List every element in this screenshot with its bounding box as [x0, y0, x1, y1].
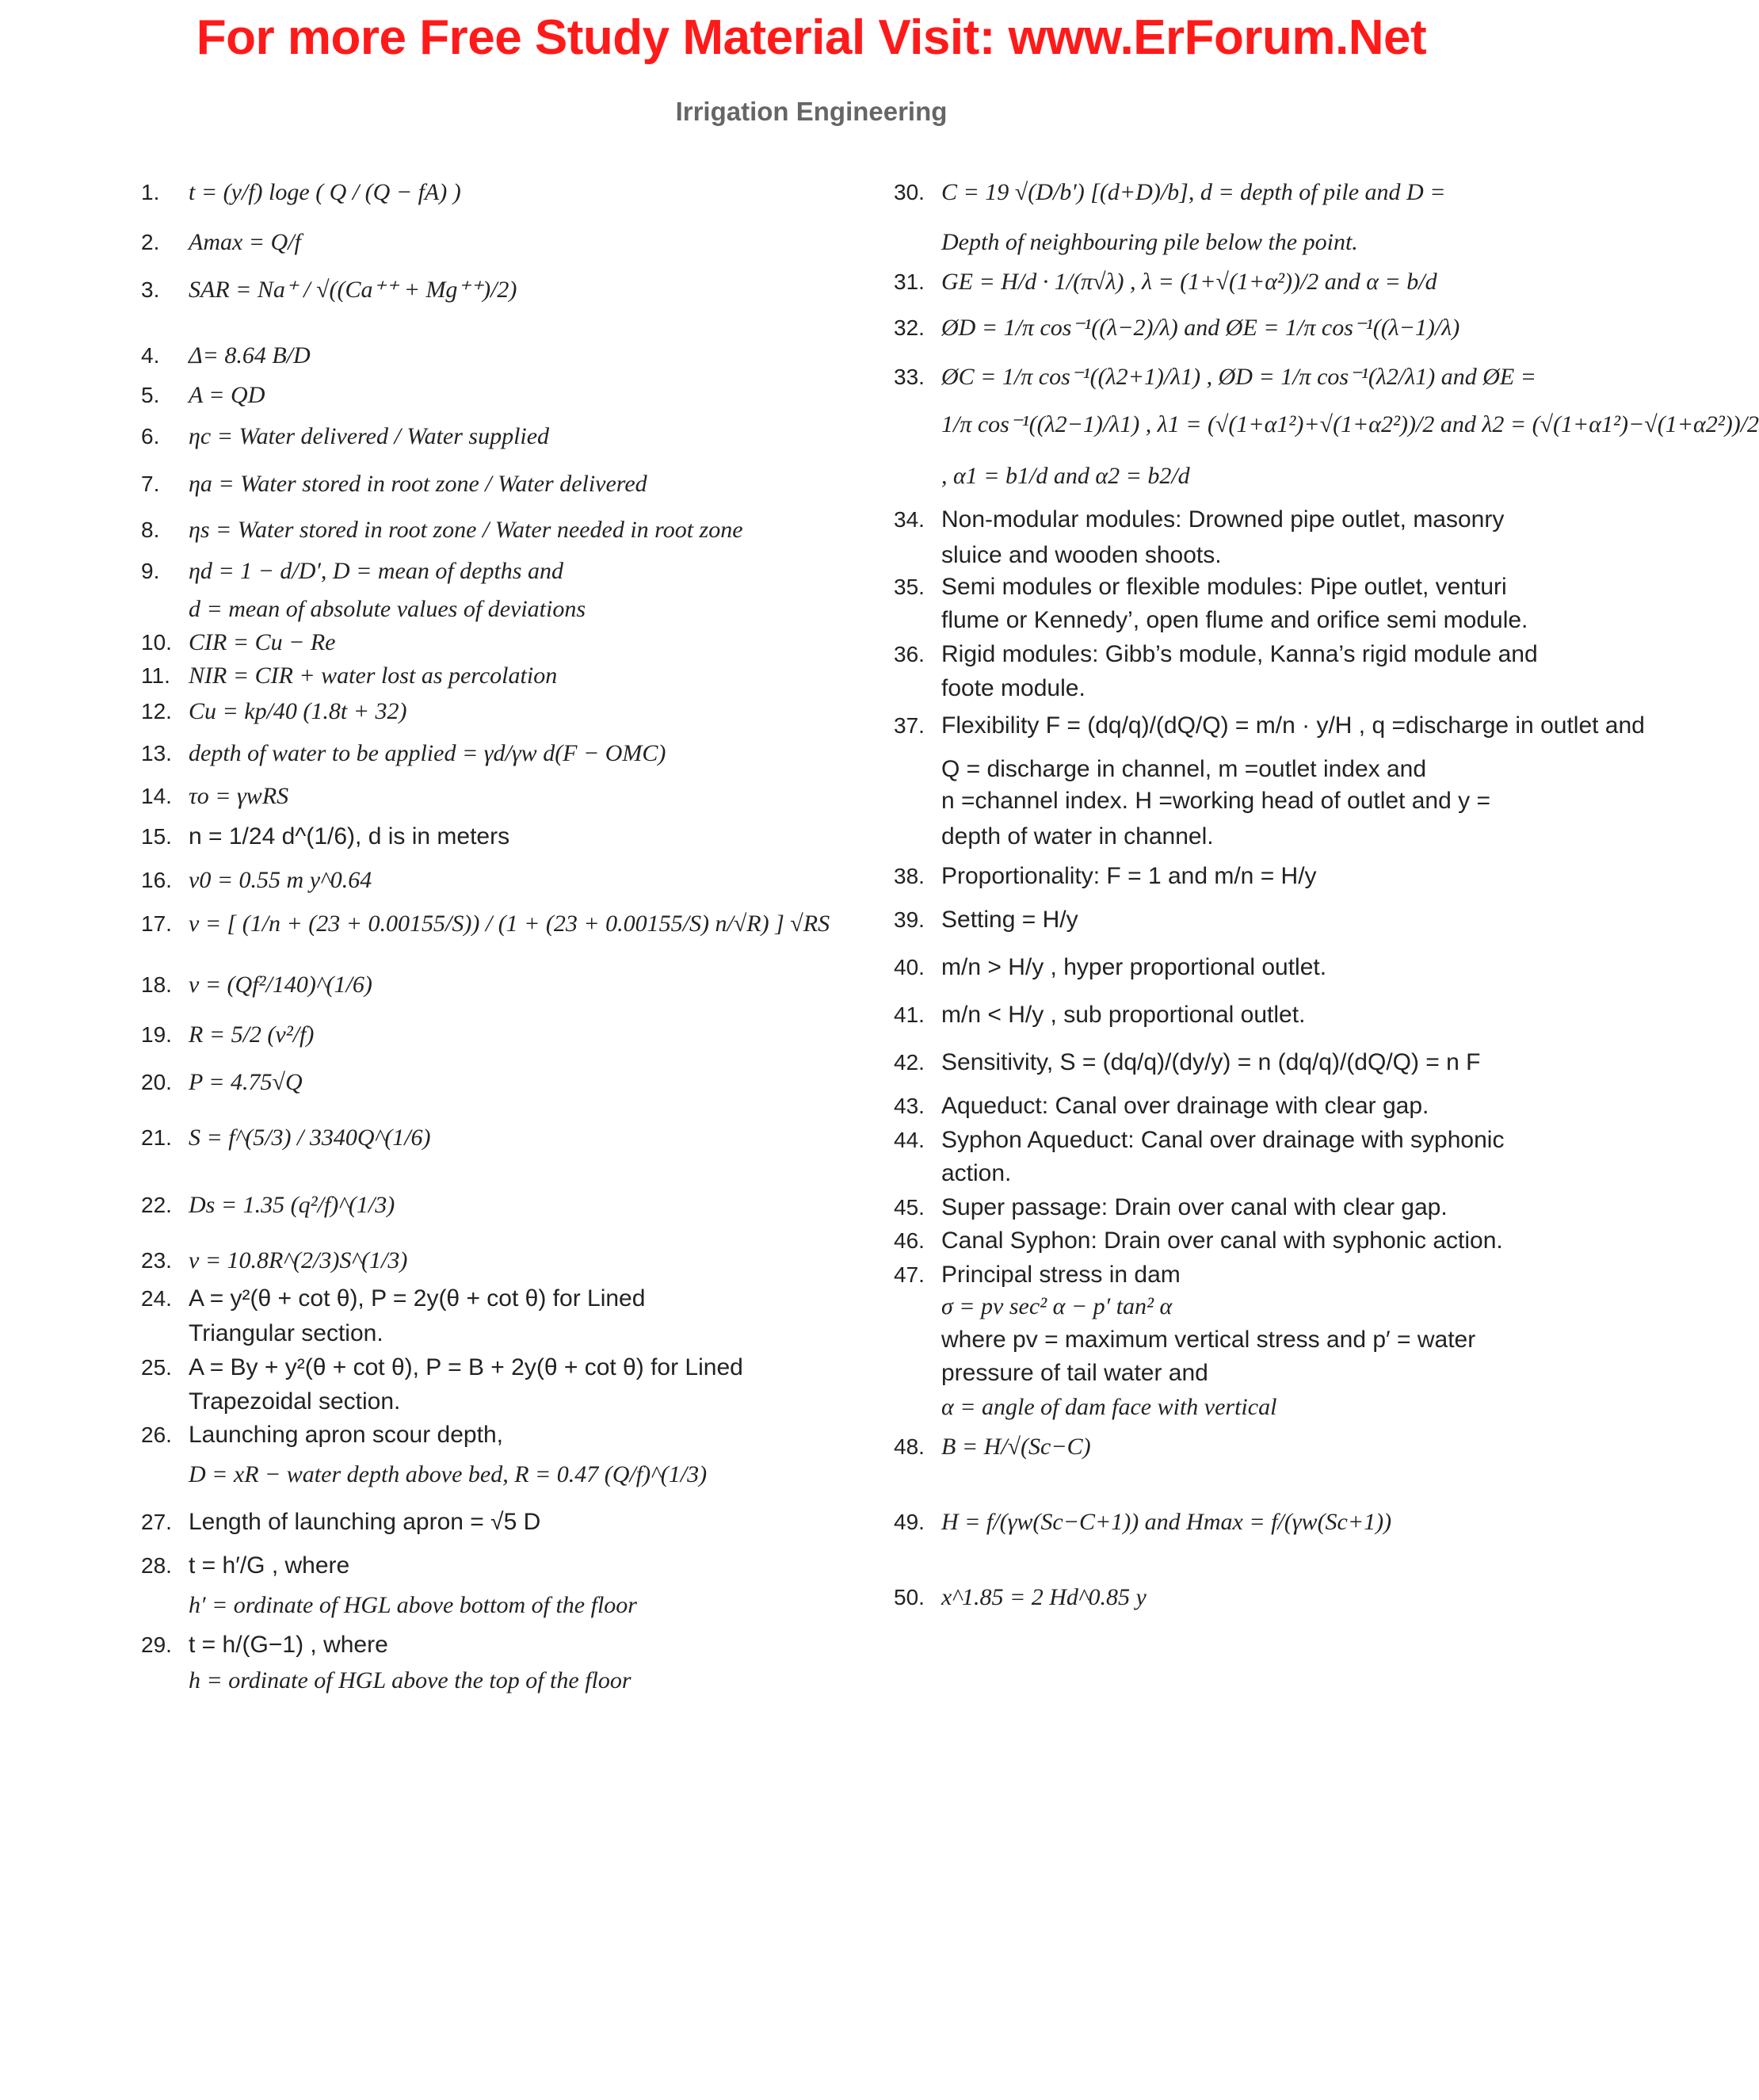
- formula-text: D = xR − water depth above bed, R = 0.47 (Q/f)^(1/3): [189, 1461, 708, 1487]
- formula-number: 25.: [141, 1355, 172, 1380]
- formula-number: 34.: [894, 507, 925, 532]
- formula-number: 28.: [141, 1553, 172, 1578]
- formula-number: 41.: [894, 1002, 925, 1027]
- formula-text: h′ = ordinate of HGL above bottom of the floor: [189, 1592, 637, 1618]
- formula-text: Canal Syphon: Drain over canal with syphonic action.: [941, 1228, 1503, 1254]
- formula-number: 18.: [141, 972, 172, 997]
- formula-number: 10.: [141, 630, 172, 655]
- formula-text: R = 5/2 (v²/f): [189, 1021, 315, 1048]
- formula-text: Setting = H/y: [941, 907, 1078, 933]
- formula-number: 16.: [141, 868, 172, 892]
- formula-number: 23.: [141, 1248, 172, 1273]
- formula-text: foote module.: [941, 675, 1086, 701]
- formula-number: 33.: [894, 365, 925, 389]
- formula-number: 27.: [141, 1510, 172, 1534]
- formula-text: SAR = Na⁺ / √((Ca⁺⁺ + Mg⁺⁺)/2): [189, 277, 517, 303]
- formula-text: Triangular section.: [189, 1320, 383, 1346]
- formula-number: 38.: [894, 864, 925, 888]
- page-subtitle: Irrigation Engineering: [675, 97, 948, 126]
- formula-text: Aqueduct: Canal over drainage with clear gap.: [941, 1093, 1429, 1119]
- formula-number: 21.: [141, 1125, 172, 1150]
- formula-number: 39.: [894, 907, 925, 932]
- formula-text: , α1 = b1/d and α2 = b2/d: [941, 463, 1190, 489]
- formula-text: t = (y/f) loge ( Q / (Q − fA) ): [189, 179, 461, 205]
- formula-text: Length of launching apron = √5 D: [189, 1509, 541, 1535]
- formula-text: ηa = Water stored in root zone / Water delivered: [189, 471, 647, 497]
- formula-number: 43.: [894, 1094, 925, 1118]
- formula-text: n = 1/24 d^(1/6), d is in meters: [189, 823, 510, 850]
- formula-number: 22.: [141, 1193, 172, 1217]
- formula-text: σ = pv sec² α − p′ tan² α: [941, 1293, 1173, 1319]
- formula-text: Rigid modules: Gibb’s module, Kanna’s rigid module and: [941, 641, 1538, 667]
- formula-text: n =channel index. H =working head of outlet and y =: [941, 788, 1490, 814]
- formula-number: 31.: [894, 269, 925, 294]
- formula-text: where pv = maximum vertical stress and p′ = water: [941, 1327, 1476, 1353]
- formula-text: A = QD: [189, 382, 265, 408]
- formula-text: Δ= 8.64 B/D: [189, 342, 311, 368]
- formula-text: Non-modular modules: Drowned pipe outlet, masonry: [941, 506, 1505, 533]
- formula-text: A = By + y²(θ + cot θ), P = B + 2y(θ + cot θ) for Lined: [189, 1354, 743, 1380]
- formula-text: Amax = Q/f: [189, 229, 301, 255]
- formula-text: CIR = Cu − Re: [189, 629, 336, 655]
- formula-text: 1/π cos⁻¹((λ2−1)/λ1) , λ1 = (√(1+α1²)+√(1+α2²))/2 and λ2 = (√(1+α1²)−√(1+α2²))/2: [941, 411, 1759, 437]
- formula-text: GE = H/d · 1/(π√λ) , λ = (1+√(1+α²))/2 and α = b/d: [941, 269, 1437, 295]
- formula-text: m/n < H/y , sub proportional outlet.: [941, 1002, 1306, 1028]
- formula-text: t = h/(G−1) , where: [189, 1632, 388, 1658]
- formula-number: 7.: [141, 472, 160, 496]
- formula-text: A = y²(θ + cot θ), P = 2y(θ + cot θ) for Lined: [189, 1285, 646, 1312]
- formula-text: Ds = 1.35 (q²/f)^(1/3): [189, 1192, 395, 1218]
- formula-number: 15.: [141, 824, 172, 849]
- formula-number: 48.: [894, 1434, 925, 1459]
- formula-text: Trapezoidal section.: [189, 1388, 401, 1415]
- formula-number: 3.: [141, 277, 160, 302]
- formula-number: 4.: [141, 343, 160, 368]
- formula-text: Principal stress in dam: [941, 1262, 1181, 1288]
- formula-number: 44.: [894, 1128, 925, 1152]
- formula-number: 50.: [894, 1585, 925, 1609]
- formula-text: NIR = CIR + water lost as percolation: [189, 662, 558, 689]
- formula-number: 49.: [894, 1510, 925, 1534]
- formula-text: C = 19 √(D/b′) [(d+D)/b], d = depth of pile and D =: [941, 179, 1446, 205]
- formula-text: t = h′/G , where: [189, 1552, 350, 1579]
- formula-text: v = (Qf²/140)^(1/6): [189, 972, 372, 998]
- formula-text: h = ordinate of HGL above the top of the floor: [189, 1667, 631, 1693]
- formula-text: x^1.85 = 2 Hd^0.85 y: [941, 1584, 1147, 1610]
- formula-text: ηd = 1 − d/D′, D = mean of depths and: [189, 558, 563, 584]
- formula-text: Launching apron scour depth,: [189, 1422, 503, 1448]
- formula-text: d = mean of absolute values of deviations: [189, 596, 586, 622]
- formula-text: Cu = kp/40 (1.8t + 32): [189, 698, 407, 724]
- formula-text: sluice and wooden shoots.: [941, 542, 1222, 568]
- formula-number: 12.: [141, 699, 172, 724]
- formula-number: 47.: [894, 1262, 925, 1287]
- formula-text: Flexibility F = (dq/q)/(dQ/Q) = m/n · y/H , q =discharge in outlet and: [941, 712, 1645, 739]
- formula-number: 11.: [141, 663, 170, 688]
- formula-number: 1.: [141, 180, 160, 204]
- formula-text: B = H/√(Sc−C): [941, 1434, 1091, 1460]
- site-banner: For more Free Study Material Visit: www.ErForum.Net: [196, 10, 1427, 65]
- formula-number: 29.: [141, 1632, 172, 1657]
- formula-text: Super passage: Drain over canal with clear gap.: [941, 1194, 1448, 1220]
- formula-number: 45.: [894, 1195, 925, 1220]
- formula-text: ηs = Water stored in root zone / Water needed in root zone: [189, 517, 743, 543]
- formula-number: 24.: [141, 1286, 172, 1311]
- formula-text: Depth of neighbouring pile below the point.: [941, 229, 1358, 255]
- formula-text: ηc = Water delivered / Water supplied: [189, 423, 550, 449]
- formula-number: 30.: [894, 180, 925, 204]
- formula-number: 13.: [141, 741, 172, 766]
- formula-text: H = f/(γw(Sc−C+1)) and Hmax = f/(γw(Sc+1)): [941, 1509, 1392, 1535]
- formula-text: v = [ (1/n + (23 + 0.00155/S)) / (1 + (23 + 0.00155/S) n/√R) ] √RS: [189, 911, 830, 937]
- formula-text: depth of water in channel.: [941, 823, 1214, 850]
- formula-text: depth of water to be applied = γd/γw d(F − OMC): [189, 740, 666, 766]
- formula-text: ØD = 1/π cos⁻¹((λ−2)/λ) and ØE = 1/π cos⁻¹((λ−1)/λ): [941, 315, 1460, 341]
- formula-number: 14.: [141, 784, 172, 808]
- formula-number: 17.: [141, 911, 172, 936]
- formula-number: 32.: [894, 315, 925, 340]
- formula-number: 36.: [894, 642, 925, 666]
- formula-text: S = f^(5/3) / 3340Q^(1/6): [189, 1124, 431, 1151]
- formula-number: 40.: [894, 955, 925, 979]
- formula-number: 35.: [894, 575, 925, 599]
- formula-number: 46.: [894, 1228, 925, 1253]
- formula-text: α = angle of dam face with vertical: [941, 1394, 1277, 1420]
- formula-number: 26.: [141, 1422, 172, 1447]
- formula-number: 8.: [141, 517, 160, 542]
- formula-text: v = 10.8R^(2/3)S^(1/3): [189, 1247, 408, 1273]
- formula-text: pressure of tail water and: [941, 1360, 1208, 1386]
- formula-number: 19.: [141, 1022, 172, 1047]
- formula-text: action.: [941, 1160, 1012, 1186]
- formula-text: τo = γwRS: [189, 783, 289, 809]
- formula-text: m/n > H/y , hyper proportional outlet.: [941, 954, 1327, 980]
- formula-text: Sensitivity, S = (dq/q)/(dy/y) = n (dq/q)/(dQ/Q) = n F: [941, 1049, 1481, 1075]
- formula-number: 20.: [141, 1070, 172, 1094]
- formula-number: 9.: [141, 559, 160, 583]
- formula-text: v0 = 0.55 m y^0.64: [189, 867, 372, 893]
- formula-text: flume or Kennedy’, open flume and orifice semi module.: [941, 607, 1528, 633]
- formula-text: Syphon Aqueduct: Canal over drainage with syphonic: [941, 1127, 1505, 1153]
- formula-text: ØC = 1/π cos⁻¹((λ2+1)/λ1) , ØD = 1/π cos⁻¹(λ2/λ1) and ØE =: [941, 364, 1536, 390]
- formula-text: P = 4.75√Q: [189, 1069, 303, 1095]
- formula-number: 5.: [141, 383, 160, 407]
- formula-text: Proportionality: F = 1 and m/n = H/y: [941, 863, 1317, 889]
- formula-number: 37.: [894, 713, 925, 738]
- formula-text: Q = discharge in channel, m =outlet index and: [941, 756, 1427, 782]
- formula-text: Semi modules or flexible modules: Pipe outlet, venturi: [941, 574, 1507, 600]
- formula-number: 2.: [141, 230, 160, 254]
- formula-number: 6.: [141, 424, 160, 449]
- formula-number: 42.: [894, 1050, 925, 1075]
